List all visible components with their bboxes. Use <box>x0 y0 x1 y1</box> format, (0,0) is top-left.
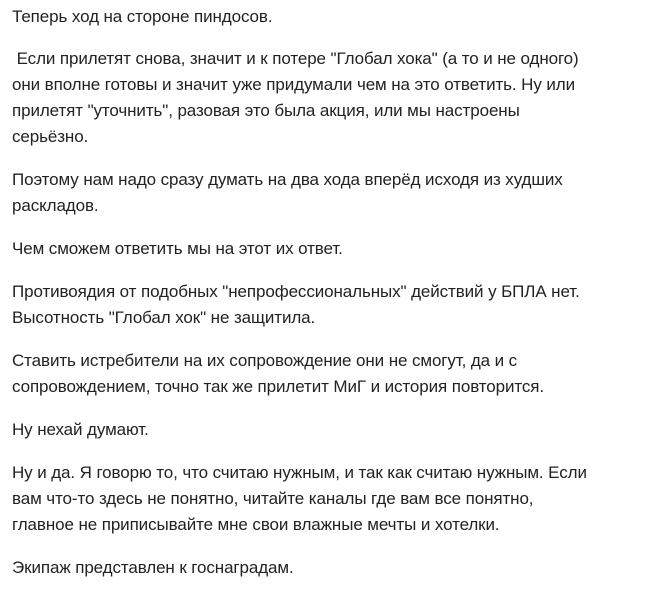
paragraph-9 <box>12 555 664 581</box>
paragraph-8 <box>12 460 664 538</box>
text-line: главное не приписывайте мне свои влажные мечты и хотелки. <box>12 515 500 534</box>
text-line: они вполне готовы и значит уже придумали чем на это ответить. Ну или <box>12 75 575 94</box>
paragraph-3 <box>12 167 664 219</box>
text-line: Высотность "Глобал хок" не защитила. <box>12 308 316 327</box>
text-line: Чем сможем ответить мы на этот их ответ. <box>12 239 343 258</box>
paragraph-4 <box>12 236 664 262</box>
paragraph-1 <box>12 4 664 30</box>
text-line: вам что-то здесь не понятно, читайте каналы где вам все понятно, <box>12 489 534 508</box>
text-line: Теперь ход на стороне пиндосов. <box>12 7 273 26</box>
paragraph-7 <box>12 417 664 443</box>
text-line: Экипаж представлен к госнаградам. <box>12 558 294 577</box>
paragraph-2 <box>12 46 664 150</box>
text-line: прилетят "уточнить", разовая это была акция, или мы настроены <box>12 101 520 120</box>
text-line: Ну нехай думают. <box>12 420 149 439</box>
document-body <box>12 4 664 581</box>
text-line: сопровождением, точно так же прилетит МиГ и история повторится. <box>12 377 544 396</box>
text-line: серьёзно. <box>12 127 89 146</box>
text-line: Если прилетят снова, значит и к потере "Глобал хока" (а то и не одного) <box>12 49 579 68</box>
text-line: Противоядия от подобных "непрофессиональных" действий у БПЛА нет. <box>12 282 580 301</box>
paragraph-6 <box>12 348 664 400</box>
text-line: Ставить истребители на их сопровождение они не смогут, да и с <box>12 351 518 370</box>
text-line: Поэтому нам надо сразу думать на два хода вперёд исходя из худших <box>12 170 563 189</box>
text-line: Ну и да. Я говорю то, что считаю нужным, и так как считаю нужным. Если <box>12 463 587 482</box>
paragraph-5 <box>12 279 664 331</box>
text-line: раскладов. <box>12 196 99 215</box>
